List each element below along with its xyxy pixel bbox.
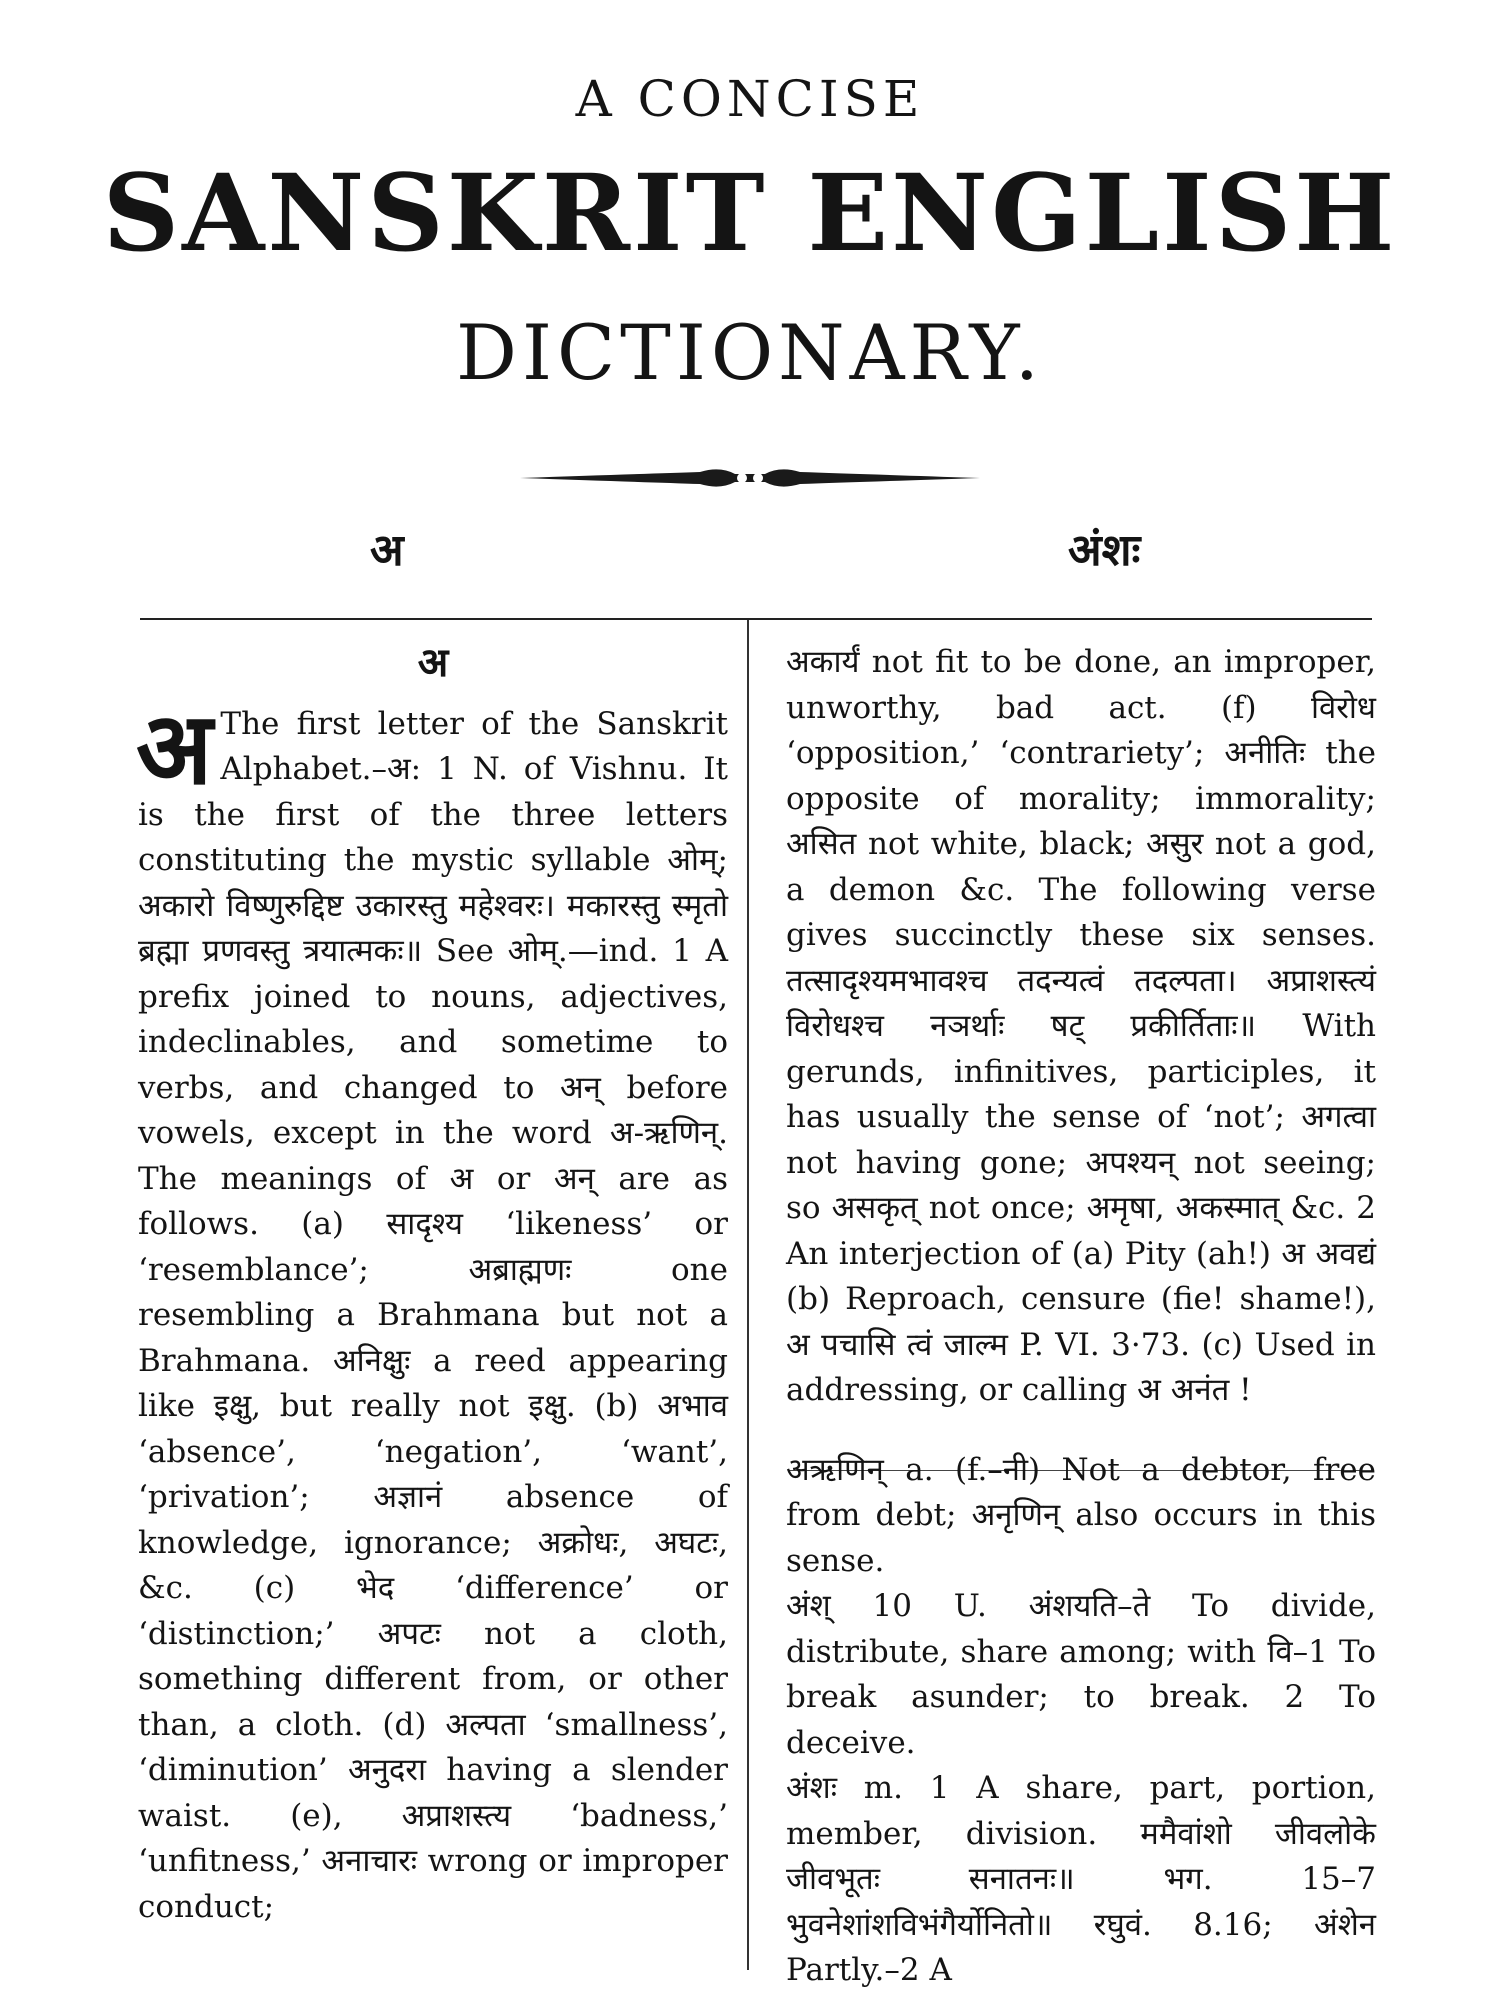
left-column: [138, 640, 728, 1930]
entry-ansh-verb: अंश् 10 U. अंशयति–ते To divide, distribute, share among; with वि–1 To break asunder; to break. 2 To deceive.: [786, 1588, 1376, 1761]
right-column: [786, 640, 1376, 1994]
ornament-divider: [520, 460, 980, 496]
running-head-right: अंशः: [1068, 525, 1141, 576]
running-head-left: अ: [370, 525, 404, 576]
entry-anshah: अंशः m. 1 A share, part, portion, member, division. ममैवांशो जीवलोके जीवभूतः सनातनः॥ भग. 15–7 भुवनेशांशविभंगैर्योनितो॥ रघुवं. 8.16; अंशेन Partly.–2 A: [786, 1770, 1376, 1988]
entry-a: [136, 688, 728, 1931]
column-divider: [747, 620, 749, 1970]
drop-cap: अ: [136, 688, 213, 807]
section-heading: अ: [417, 639, 449, 686]
entry-a-continued: अकार्यं not fit to be done, an improper, unworthy, bad act. (f) विरोध ‘opposition,’ ‘contrariety’; अनीतिः the opposite of morality; immorality; असित not white, black; असुर not a god, a demon &c. The following verse gives succinctly these six senses. तत्सादृश्यमभावश्च तदन्यत्वं तदल्पता। अप्राशस्त्यं विरोधश्च नञर्थाः षट् प्रकीर्तिताः॥ With gerunds, infinitives, participles, it has usually the sense of ‘not’; अगत्वा not having gone; अपश्यन् not seeing; so असकृत् not once; अमृषा, अकस्मात् &c. 2 An interjection of (a) Pity (ah!) अ अवद्यं (b) Reproach, censure (fie! shame!), अ पचासि त्वं जाल्म P. VI. 3·73. (c) Used in addressing, or calling अ अनंत !: [786, 644, 1376, 1408]
header-rule: [140, 618, 1372, 620]
entry-a-text: The first letter of the Sanskrit Alphabet.–अ: 1 N. of Vishnu. It is the first of the three letters constituting the mystic syllable ओम्; अकारो विष्णुरुद्दिष्ट उकारस्तु महेश्वरः। मकारस्तु स्मृतो ब्रह्मा प्रणवस्तु त्रयात्मकः॥ See ओम्.—ind. 1 A prefix joined to nouns, adjectives, indeclinables, and sometime to verbs, and changed to अन् before vowels, except in the word अ-ऋणिन्. The meanings of अ or अन् are as follows. (a) सादृश्य ‘likeness’ or ‘resemblance’; अब्राह्मणः one resembling a Brahmana but not a Brahmana. अनिक्षुः a reed appearing like इक्षु, but really not इक्षु. (b) अभाव ‘absence’, ‘negation’, ‘want’, ‘privation’; अज्ञानं absence of knowledge, ignorance; अक्रोधः, अघटः, &c. (c) भेद ‘difference’ or ‘distinction;’ अपटः not a cloth, something different from, or other than, a cloth. (d) अल्पता ‘smallness’, ‘diminution’ अनुदरा having a slender waist. (e), अप्राशस्त्य ‘badness,’ ‘unfitness,’ अनाचारः wrong or improper conduct;: [138, 705, 728, 1925]
entry-arinin: अऋणिन् a. (f.–नी) Not a debtor, free from debt; अनृणिन् also occurs in this sense.: [786, 1451, 1376, 1579]
title-line-concise: A CONCISE: [575, 70, 925, 128]
title-line-dictionary: DICTIONARY.: [456, 308, 1044, 397]
title-line-main: SANSKRIT ENGLISH: [102, 150, 1398, 275]
